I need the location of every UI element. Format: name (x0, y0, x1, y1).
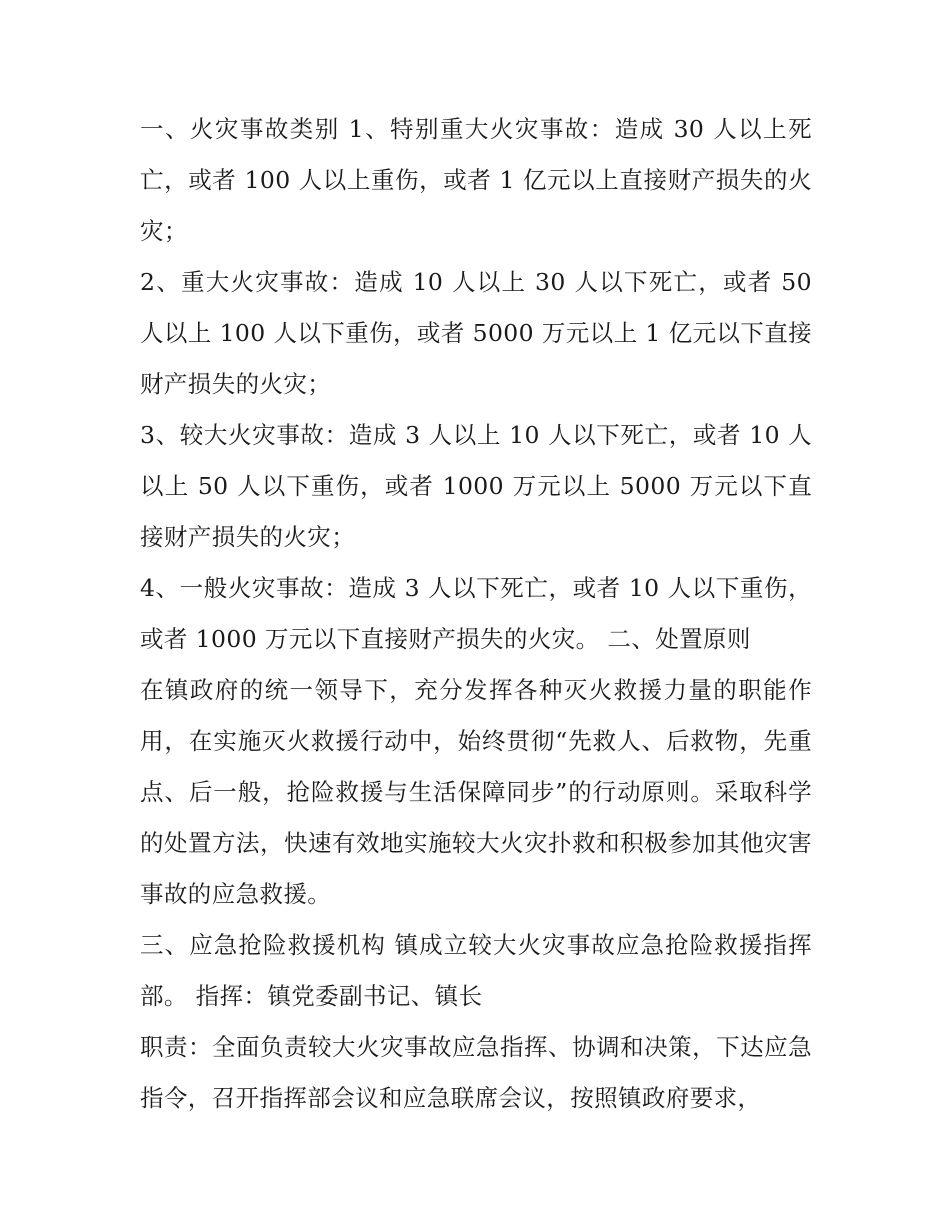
paragraph-fire-categories-2: 2、重大火灾事故：造成 10 人以上 30 人以下死亡，或者 50 人以上 100 人以下重伤，或者 5000 万元以上 1 亿元以下直接财产损失的火灾； (140, 268, 812, 398)
paragraph-fire-categories-1: 一、火灾事故类别 1、特别重大火灾事故：造成 30 人以上死亡，或者 100 人以上重伤，或者 1 亿元以上直接财产损失的火灾； (140, 115, 812, 245)
paragraph-rescue-organization: 三、应急抢险救援机构 镇成立较大火灾事故应急抢险救援指挥部。 指挥：镇党委副书记、镇长 (140, 931, 812, 1010)
paragraph-handling-principles: 在镇政府的统一领导下，充分发挥各种灭火救援力量的职能作用，在实施灭火救援行动中，始终贯彻“先救人、后救物，先重点、后一般，抢险救援与生活保障同步”的行动原则。采取科学的处置方法，快速有效地实施较大火灾扑救和积极参加其他灾害事故的应急救援。 (140, 676, 812, 908)
paragraph-responsibilities: 职责：全面负责较大火灾事故应急指挥、协调和决策，下达应急指令，召开指挥部会议和应急联席会议，按照镇政府要求， (140, 1033, 812, 1112)
paragraph-fire-categories-4: 4、一般火灾事故：造成 3 人以下死亡，或者 10 人以下重伤，或者 1000 万元以下直接财产损失的火灾。 二、处置原则 (140, 574, 812, 653)
document-body (140, 104, 812, 1124)
paragraph-fire-categories-3: 3、较大火灾事故：造成 3 人以上 10 人以下死亡，或者 10 人以上 50 人以下重伤，或者 1000 万元以上 5000 万元以下直接财产损失的火灾； (140, 421, 812, 551)
